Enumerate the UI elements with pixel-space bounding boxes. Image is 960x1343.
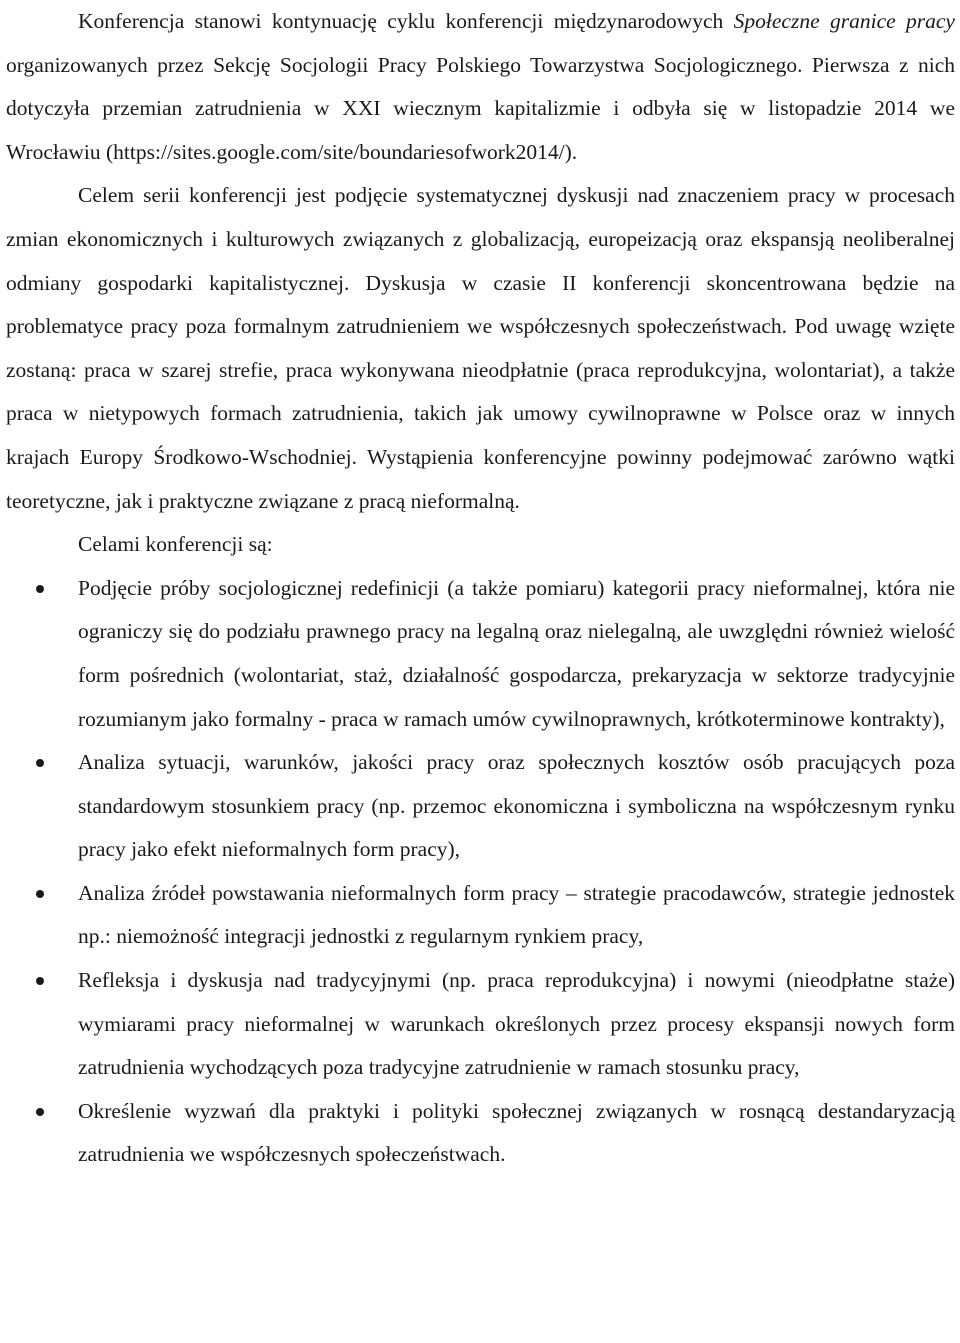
- list-item-text: Refleksja i dyskusja nad tradycyjnymi (np. praca reprodukcyjna) i nowymi (nieodpłatne staże) wymiarami pracy nieformalnej w warunkach określonych przez procesy ekspansji nowych form zatrudnienia wychodzących poza tradycyjne zatrudnienie w ramach stosunku pracy,: [78, 968, 955, 1080]
- list-item: [6, 741, 955, 872]
- bullet-icon: [36, 977, 44, 985]
- goals-list: [6, 567, 955, 1177]
- list-item-text: Podjęcie próby socjologicznej redefinicji (a także pomiaru) kategorii pracy nieformalnej, która nie ograniczy się do podziału prawnego pracy na legalną oraz nielegalną, ale uwzględni również wielość form pośrednich (wolontariat, staż, działalność gospodarcza, prekaryzacja w sektorze tradycyjnie rozumianym jako formalny - praca w ramach umów cywilnoprawnych, krótkoterminowe kontrakty),: [78, 575, 955, 731]
- list-item: [6, 959, 955, 1090]
- list-item-text: Analiza źródeł powstawania nieformalnych form pracy – strategie pracodawców, strategie jednostek np.: niemożność integracji jednostki z regularnym rynkiem pracy,: [78, 880, 955, 949]
- document-page: [6, 0, 955, 1177]
- bullet-icon: [36, 585, 44, 593]
- list-item-text: Określenie wyzwań dla praktyki i polityki społecznej związanych w rosnącą destandaryzacją zatrudnienia we współczesnych społeczeństwach.: [78, 1098, 955, 1167]
- intro-text-end: organizowanych przez Sekcję Socjologii Pracy Polskiego Towarzystwa Socjologicznego. Pierwsza z nich dotyczyła przemian zatrudnienia w XXI wiecznym kapitalizmie i odbyła się w listopadzie 2014 we Wrocławiu (https://sites.google.com/site/boundariesofwork2014/).: [6, 52, 955, 164]
- bullet-icon: [36, 1108, 44, 1116]
- intro-text-start: Konferencja stanowi kontynuację cyklu konferencji międzynarodowych: [78, 9, 734, 33]
- list-item: [6, 567, 955, 741]
- list-item: [6, 872, 955, 959]
- bullet-icon: [36, 890, 44, 898]
- conference-series-title: Społeczne granice pracy: [733, 9, 955, 33]
- bullet-icon: [36, 759, 44, 767]
- intro-paragraph: [6, 0, 955, 174]
- list-item-text: Analiza sytuacji, warunków, jakości pracy oraz społecznych kosztów osób pracujących poza standardowym stosunkiem pracy (np. przemoc ekonomiczna i symboliczna na współczesnym rynku pracy jako efekt nieformalnych form pracy),: [78, 750, 955, 862]
- goal-paragraph: Celem serii konferencji jest podjęcie systematycznej dyskusji nad znaczeniem pracy w procesach zmian ekonomicznych i kulturowych związanych z globalizacją, europeizacją oraz ekspansją neoliberalnej odmiany gospodarki kapitalistycznej. Dyskusja w czasie II konferencji skoncentrowana będzie na problematyce pracy poza formalnym zatrudnieniem we współczesnych społeczeństwach. Pod uwagę wzięte zostaną: praca w szarej strefie, praca wykonywana nieodpłatnie (praca reprodukcyjna, wolontariat), a także praca w nietypowych formach zatrudnienia, takich jak umowy cywilnoprawne w Polsce oraz w innych krajach Europy Środkowo-Wschodniej. Wystąpienia konferencyjne powinny podejmować zarówno wątki teoretyczne, jak i praktyczne związane z pracą nieformalną.: [6, 183, 955, 513]
- list-item: [6, 1090, 955, 1177]
- goals-heading: Celami konferencji są:: [78, 532, 273, 557]
